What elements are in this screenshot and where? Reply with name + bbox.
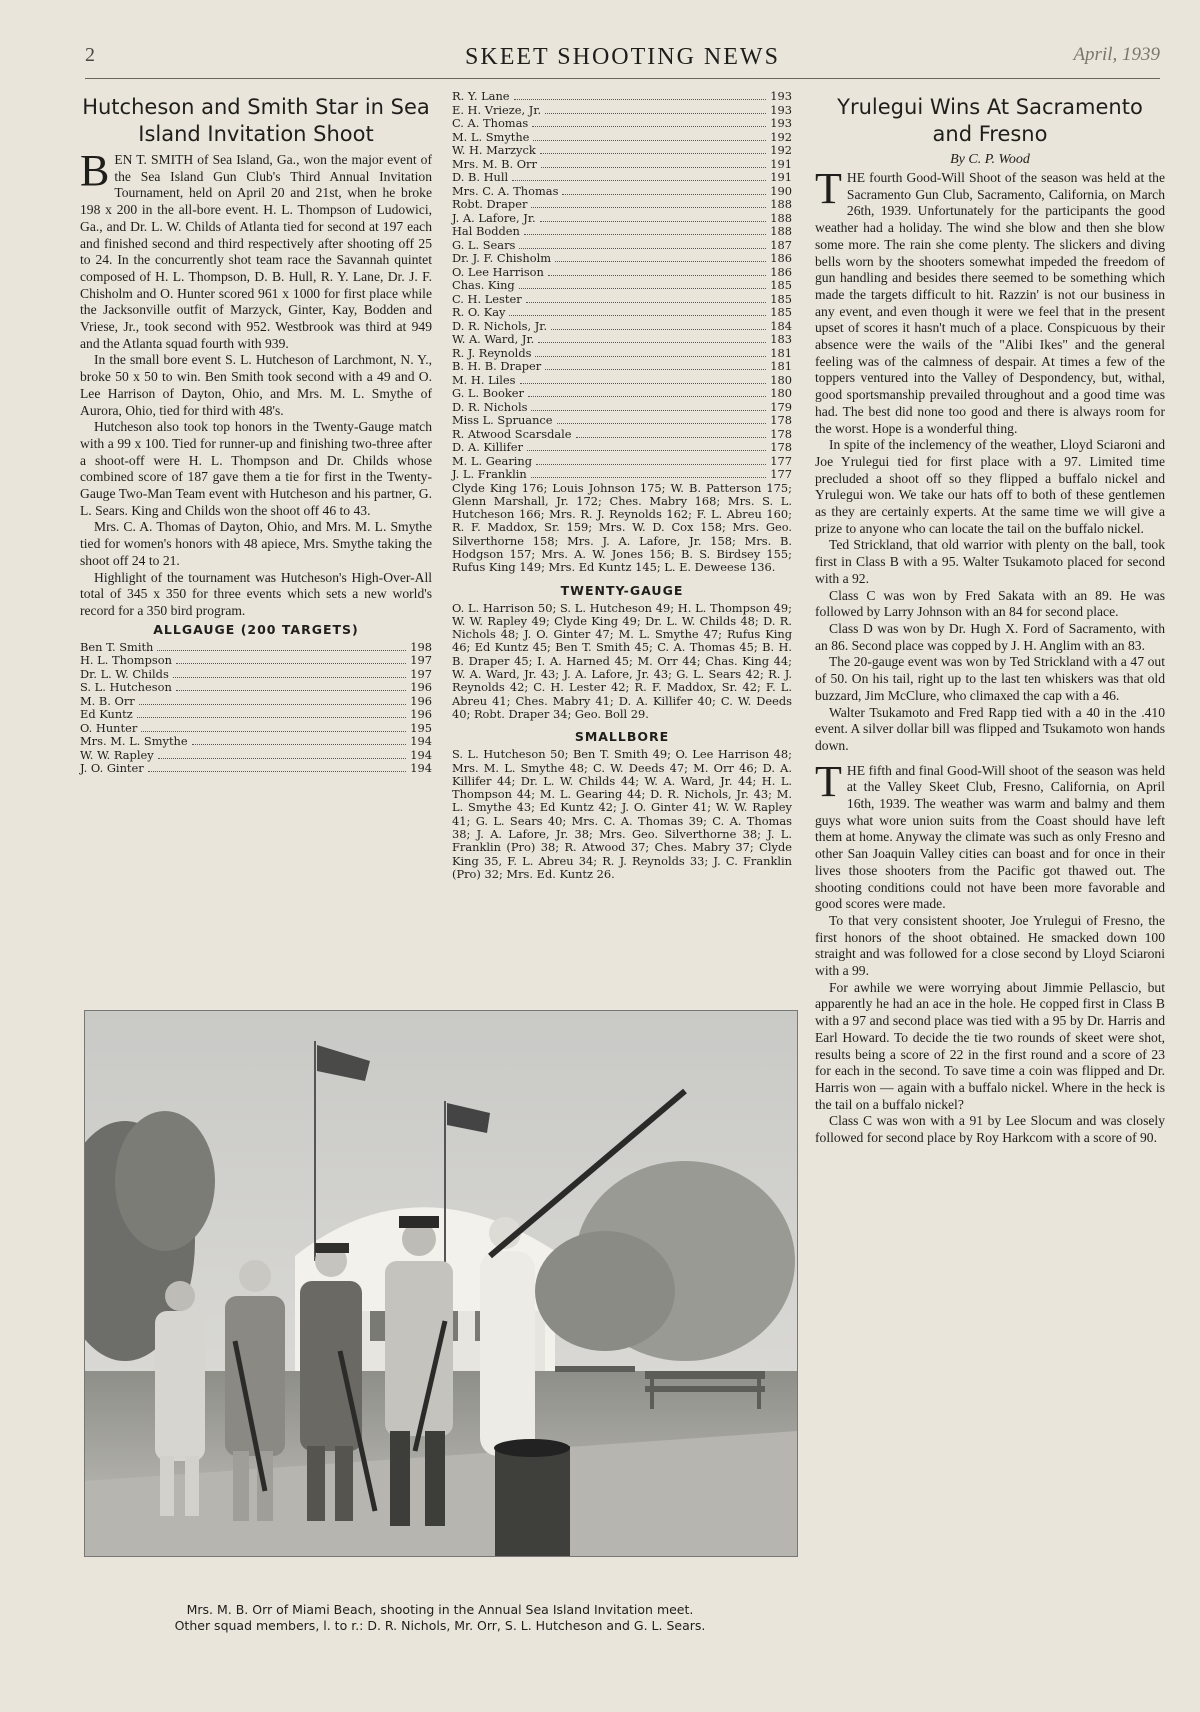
shooter-score: 185 <box>770 305 792 319</box>
leader-dots <box>524 234 766 235</box>
shooter-name: D. A. Killifer <box>452 440 523 454</box>
shooter-score: 188 <box>770 224 792 238</box>
article2-paragraph: The 20-gauge event was won by Ted Strickland with a 47 out of 50. On his tail, right up to the last ten whiskers was that old buzzard, Jim McClure, who climaxed the cap with a 46. <box>815 654 1165 703</box>
shooter-score: 186 <box>770 251 792 265</box>
leader-dots <box>551 329 766 330</box>
shooter-score: 178 <box>770 413 792 427</box>
shooter-name: B. H. B. Draper <box>452 359 542 373</box>
article2-paragraph: In spite of the inclemency of the weather, Lloyd Sciaroni and Joe Yrulegui tied for first place with a 97. Limited time precluded a shoot off so they flipped a buffalo nickel and Yrulegui won. We take our hats off to both of these gentlemen as they are certainly experts. At the same time we will give a prize to anyone who can locate the tail on the buffalo nickel. <box>815 437 1165 536</box>
page-header <box>85 38 1160 78</box>
score-row <box>452 158 792 172</box>
leader-dots <box>555 261 766 262</box>
score-row <box>452 90 792 104</box>
shooter-score: 180 <box>770 386 792 400</box>
score-row <box>452 306 792 320</box>
caption-line: Mrs. M. B. Orr of Miami Beach, shooting in the Annual Sea Island Invitation meet. <box>186 1602 694 1617</box>
leader-dots <box>533 140 766 141</box>
leader-dots <box>535 356 766 357</box>
issue-date: April, 1939 <box>1073 44 1160 65</box>
leader-dots <box>512 180 766 181</box>
score-row <box>80 708 432 722</box>
score-row <box>452 266 792 280</box>
score-row <box>80 722 432 736</box>
dropcap: B <box>80 146 110 195</box>
page-number: 2 <box>85 44 95 66</box>
leader-dots <box>519 248 766 249</box>
shooter-score: 192 <box>770 129 792 144</box>
shooter-name: D. R. Nichols <box>452 399 528 414</box>
allgauge-score-list <box>80 641 432 776</box>
shooter-score: 178 <box>770 426 792 441</box>
shooter-name: Miss L. Spruance <box>452 413 553 427</box>
shooter-name: D. R. Nichols, Jr. <box>452 318 548 333</box>
score-row <box>80 735 432 749</box>
shooter-score: 177 <box>770 453 792 468</box>
shooter-score: 198 <box>410 639 432 654</box>
shooter-name: J. A. Lafore, Jr. <box>452 210 536 225</box>
shooter-name: J. L. Franklin <box>452 467 527 481</box>
shooter-name: W. W. Rapley <box>80 747 154 762</box>
shooter-name: Mrs. M. L. Smythe <box>80 734 188 749</box>
shooter-score: 193 <box>770 102 792 117</box>
allgauge-remaining-scores: Clyde King 176; Louis Johnson 175; W. B. Patterson 175; Glenn Marshall, Jr. 172; Ches. Mabry 168; Mrs. S. L. Hutcheson 166; Mrs. R. J. Reynolds 162; F. L. Abreu 160; R. F. Maddox, Sr. 159; Mrs. W. D. Cox 158; Mrs. Geo. Silverthorne 158; Mrs. J. A. Lafore, Jr. 158; Mrs. B. Hodgson 157; Mrs. A. W. Jones 156; B. S. Birdsey 155; Rufus King 149; Mrs. Ed Kuntz 145; L. E. Deweese 136. <box>452 480 792 575</box>
shooter-name: R. Atwood Scarsdale <box>452 426 572 441</box>
score-row <box>80 762 432 776</box>
score-row <box>80 681 432 695</box>
dropcap: T <box>815 756 842 806</box>
allgauge-heading: ALLGAUGE (200 TARGETS) <box>153 621 359 637</box>
score-row <box>452 347 792 361</box>
shooter-score: 177 <box>770 467 792 481</box>
shooter-name: R. J. Reynolds <box>452 345 532 360</box>
score-row <box>452 333 792 347</box>
score-row <box>452 212 792 226</box>
leader-dots <box>192 744 407 745</box>
article1-paragraph: Mrs. C. A. Thomas of Dayton, Ohio, and Mrs. M. L. Smythe tied for women's honors with 48 apiece, Mrs. Smythe taking the shoot off 24 to 21. <box>80 519 432 568</box>
leader-dots <box>509 315 766 316</box>
score-row <box>452 117 792 131</box>
shooter-name: M. L. Gearing <box>452 453 533 468</box>
shooter-score: 187 <box>770 237 792 252</box>
score-row <box>452 455 792 469</box>
score-row <box>452 185 792 199</box>
shooter-name: M. L. Smythe <box>452 129 530 144</box>
allgauge-score-list-continued <box>452 90 792 482</box>
leader-dots <box>528 396 766 397</box>
article1-paragraph: BEN T. SMITH of Sea Island, Ga., won the major event of the Sea Island Gun Club's Third Annual Invitation Tournament, held on April 20 and 21st, when he broke 198 x 200 in the all-bore event. H. L. Thompson of Ludowici, Ga., and Dr. L. W. Childs of Atlanta tied for second at 197 each and finished second and third respectively after shooting off 25 to 24. In the concurrently shot team race the Savannah quintet composed of H. L. Thompson, D. B. Hull, R. Y. Lane, Dr. J. F. Chisholm and O. Hunter scored 961 x 1000 for first place while the Jacksonville outfit of Marzyck, Ginter, Kay, Bodden and Vriese, Jr., took second with 952. Westbrook was third at 949 and the Atlanta squad fourth with 939. <box>80 146 432 351</box>
score-row <box>452 468 792 482</box>
score-row <box>452 320 792 334</box>
leader-dots <box>531 410 766 411</box>
leader-dots <box>557 423 767 424</box>
shooting-photo <box>84 1010 798 1557</box>
shooter-score: 188 <box>770 197 792 211</box>
shooter-score: 183 <box>770 332 792 346</box>
shooter-score: 185 <box>770 278 792 292</box>
leader-dots <box>157 650 406 651</box>
article2-paragraph: THE fourth Good-Will Shoot of the season was held at the Sacramento Gun Club, Sacramento, California, on March 26th, 1939. Unfortunately for the participants the good weather had a holiday. The wind she blow and then she blow some more. The rain she come plenty. The slickers and diving bells worn by the shooters somewhat impeded the freedom of gun handling and besides there seemed to be something which made the targets difficult to hit. Razzin' is not our business in any event, and even though it were we feel that in the present upset of scores it hasn't much of a place. Conspicuous by their absence were the wails of the "Alibi Ikes" and the general feeling was of the calmness of despair. At times a few of the toppers ventured into the Valley of Despondency, but, withal, good sportsmanship prevailed throughout and a good time was had. The best did none too good and there is always room for the worst. Hope is a wonderful thing. <box>815 164 1165 436</box>
leader-dots <box>538 342 766 343</box>
article1-title: Hutcheson and Smith Star in Sea Island Invitation Shoot <box>82 95 430 146</box>
leader-dots <box>540 221 767 222</box>
header-rule <box>85 78 1160 79</box>
leader-dots <box>540 153 767 154</box>
caption-line: Other squad members, l. to r.: D. R. Nichols, Mr. Orr, S. L. Hutcheson and G. L. Sears. <box>174 1618 706 1633</box>
leader-dots <box>532 126 766 127</box>
shooter-score: 181 <box>770 359 792 373</box>
shooter-score: 194 <box>410 734 432 749</box>
shooter-score: 197 <box>410 653 432 668</box>
score-row <box>452 360 792 374</box>
leader-dots <box>545 369 766 370</box>
leader-dots <box>137 717 407 718</box>
shooter-score: 194 <box>410 747 432 762</box>
score-row <box>452 279 792 293</box>
article2-title: Yrulegui Wins At Sacramento and Fresno <box>837 95 1143 146</box>
article2-paragraph: Class C was won with a 91 by Lee Slocum and was closely followed for second place by Roy Harkcom with a score of 90. <box>815 1113 1165 1146</box>
shooter-name: M. H. Liles <box>452 372 516 387</box>
leader-dots <box>531 477 767 478</box>
leader-dots <box>562 194 766 195</box>
leader-dots <box>176 690 406 691</box>
leader-dots <box>576 437 767 438</box>
shooter-score: 193 <box>770 116 792 130</box>
shooter-name: D. B. Hull <box>452 170 509 184</box>
shooter-name: Ben T. Smith <box>80 639 154 654</box>
shooter-score: 195 <box>410 720 432 735</box>
shooter-score: 197 <box>410 666 432 681</box>
article2-paragraph: To that very consistent shooter, Joe Yrulegui of Fresno, the first honors of the shoot obtained. He smacked down 100 straight and was followed for a close second by Lloyd Sciaroni with a 99. <box>815 912 1165 979</box>
publication-title: SKEET SHOOTING NEWS <box>465 44 780 70</box>
leader-dots <box>141 731 406 732</box>
shooter-score: 194 <box>410 761 432 776</box>
smallbore-scores: S. L. Hutcheson 50; Ben T. Smith 49; O. Lee Harrison 48; Mrs. M. L. Smythe 48; C. W. Deeds 47; M. Orr 46; D. A. Killifer 44; Dr. L. W. Childs 44; W. A. Ward, Jr. 44; H. L. Thompson 44; M. L. Gearing 44; D. R. Nichols, Jr. 43; M. L. Smythe 43; Ed Kuntz 42; J. O. Ginter 41; W. W. Rapley 41; G. L. Sears 40; Mrs. C. A. Thomas 39; C. A. Thomas 38; J. A. Lafore, Jr. 38; Mrs. Geo. Silverthorne 38; J. L. Franklin (Pro) 38; R. Atwood 37; Ches. Mabry 37; Clyde King 35, F. L. Abreu 34; R. J. Reynolds 33; J. C. Franklin (Pro) 32; Mrs. Ed. Kuntz 26. <box>452 747 792 881</box>
score-row <box>80 695 432 709</box>
leader-dots <box>520 383 767 384</box>
shooter-score: 190 <box>770 183 792 198</box>
score-row <box>80 641 432 655</box>
shooter-name: E. H. Vrieze, Jr. <box>452 102 542 117</box>
article2-paragraph: Ted Strickland, that old warrior with plenty on the ball, took first in Class B with a 95. Walter Tsukamoto placed for second with a 92. <box>815 537 1165 586</box>
leader-dots <box>536 464 766 465</box>
article2-paragraph: Class D was won by Dr. Hugh X. Ford of Sacramento, with an 86. Second place was copped by J. H. Anglim with an 83. <box>815 620 1165 653</box>
score-row <box>452 198 792 212</box>
shooter-name: O. Hunter <box>80 720 138 735</box>
column-left <box>80 90 432 776</box>
score-row <box>452 131 792 145</box>
score-row <box>452 104 792 118</box>
shooter-name: W. A. Ward, Jr. <box>452 332 535 346</box>
shooter-name: H. L. Thompson <box>80 653 172 668</box>
shooter-name: O. Lee Harrison <box>452 264 544 279</box>
score-row <box>452 428 792 442</box>
shooter-name: W. H. Marzyck <box>452 143 536 157</box>
leader-dots <box>526 302 767 303</box>
shooter-name: Dr. L. W. Childs <box>80 666 169 681</box>
shooter-name: R. O. Kay <box>452 305 506 319</box>
article2-paragraph: For awhile we were worrying about Jimmie Pellascio, but apparently he had an ace in the hole. He copped first in Class B with a 97 and second place was tied with a 95 by Dr. Harris and Earl Howard. To decide the tie two rounds of skeet were shot, results being a score of 22 in the first round and a score of 23 for each in the second. To save time a coin was flipped and Dr. Harris won — again with a buffalo nickel. Where in the heck is the tail on a buffalo nickel? <box>815 979 1165 1112</box>
shooter-score: 179 <box>770 399 792 414</box>
leader-dots <box>158 758 407 759</box>
shooter-score: 186 <box>770 264 792 279</box>
leader-dots <box>173 677 406 678</box>
score-row <box>452 171 792 185</box>
score-row <box>452 401 792 415</box>
score-row <box>452 225 792 239</box>
article2-paragraph: Class C was won by Fred Sakata with an 89. He was followed by Larry Johnson with an 84 for second place. <box>815 587 1165 620</box>
shooter-name: Hal Bodden <box>452 224 520 238</box>
leader-dots <box>176 663 406 664</box>
leader-dots <box>514 99 767 100</box>
score-row <box>80 749 432 763</box>
leader-dots <box>541 167 766 168</box>
shooter-score: 191 <box>770 156 792 171</box>
leader-dots <box>519 288 767 289</box>
score-row <box>80 654 432 668</box>
shooter-score: 180 <box>770 372 792 387</box>
article2-paragraph: THE fifth and final Good-Will shoot of the season was held at the Valley Skeet Club, Fresno, California, on April 16th, 1939. The weather was warm and balmy and them guys what wore union suits from the Coast should have left them at home. Anyway the climate was such as only Fresno and other San Joaquin Valley cities can boast and for once in their lives those shooters from the Pacific got thawed out. The shooting conditions could not have been more favorable and good scores were made. <box>815 756 1165 912</box>
score-row <box>80 668 432 682</box>
leader-dots <box>548 275 766 276</box>
article1-paragraph: In the small bore event S. L. Hutcheson of Larchmont, N. Y., broke 50 x 50 to win. Ben Smith took second with a 49 and O. Lee Harrison of Dayton, Ohio, and Mrs. M. L. Smythe of Aurora, Ohio, tied for third with 48's. <box>80 352 432 418</box>
shooter-name: C. A. Thomas <box>452 116 529 130</box>
shooter-score: 193 <box>770 89 792 103</box>
shooter-score: 184 <box>770 318 792 333</box>
article2-byline: By C. P. Wood <box>950 152 1030 167</box>
shooter-name: G. L. Booker <box>452 386 524 400</box>
article1-paragraph: Highlight of the tournament was Hutcheson's High-Over-All total of 345 x 350 for three events which sets a new world's record for a 350 bird program. <box>80 569 432 618</box>
leader-dots <box>139 704 407 705</box>
score-row <box>452 374 792 388</box>
shooter-score: 181 <box>770 345 792 360</box>
article2-paragraph: Walter Tsukamoto and Fred Rapp tied with a 40 in the .410 event. A silver dollar bill was flipped and Tsukamoto won hands down. <box>815 704 1165 753</box>
twenty-gauge-heading: TWENTY-GAUGE <box>560 582 684 598</box>
article1-paragraph: Hutcheson also took top honors in the Twenty-Gauge match with a 99 x 100. Tied for runner-up and finishing two-three after a shoot-off were H. L. Thompson and Dr. Childs whose combined score of 187 gave them a tie for first in the Twenty-Gauge Two-Man Team event with Hutcheson and his partner, G. L. Sears. King and Childs won the shoot off 46 to 43. <box>80 419 432 518</box>
shooter-name: Robt. Draper <box>452 197 528 211</box>
column-middle <box>452 90 792 881</box>
shooter-score: 185 <box>770 291 792 306</box>
smallbore-heading: SMALLBORE <box>574 729 670 745</box>
column-right <box>815 90 1165 1147</box>
shooter-score: 191 <box>770 170 792 184</box>
shooter-score: 196 <box>410 680 432 695</box>
twenty-gauge-scores: O. L. Harrison 50; S. L. Hutcheson 49; H. L. Thompson 49; W. W. Rapley 49; Clyde King 49; Dr. L. W. Childs 48; D. R. Nichols 48; J. O. Ginter 47; M. L. Smythe 47; Rufus King 46; Ed Kuntz 45; Ben T. Smith 45; C. A. Thomas 45; B. H. B. Draper 45; I. A. Harned 45; M. Orr 44; Chas. King 44; W. A. Ward, Jr. 43; J. A. Lafore, Jr. 43; G. L. Sears 42; R. J. Reynolds 42; C. H. Lester 42; R. F. Maddox, Sr. 42; F. L. Abreu 41; Ches. Mabry 41; D. A. Killifer 40; C. W. Deeds 40; Robt. Draper 34; Geo. Boll 29. <box>452 600 792 721</box>
shooter-score: 188 <box>770 210 792 225</box>
leader-dots <box>531 207 766 208</box>
score-row <box>452 144 792 158</box>
score-row <box>452 239 792 253</box>
shooter-score: 178 <box>770 440 792 454</box>
shooter-score: 192 <box>770 143 792 157</box>
shooter-name: C. H. Lester <box>452 291 522 306</box>
leader-dots <box>527 450 766 451</box>
score-row <box>452 293 792 307</box>
score-row <box>452 441 792 455</box>
dropcap: T <box>815 164 842 213</box>
photo-caption <box>84 1602 796 1634</box>
leader-dots <box>545 113 766 114</box>
shooter-score: 196 <box>410 693 432 708</box>
shooter-name: Chas. King <box>452 278 515 292</box>
leader-dots <box>148 771 407 772</box>
shooter-name: J. O. Ginter <box>80 761 144 776</box>
score-row <box>452 414 792 428</box>
shooter-name: M. B. Orr <box>80 693 135 708</box>
shooter-name: Mrs. C. A. Thomas <box>452 183 559 198</box>
shooter-name: Mrs. M. B. Orr <box>452 156 537 171</box>
score-row <box>452 387 792 401</box>
shooter-score: 196 <box>410 707 432 722</box>
score-row <box>452 252 792 266</box>
shooter-name: G. L. Sears <box>452 237 516 252</box>
shooter-name: Dr. J. F. Chisholm <box>452 251 552 265</box>
shooter-name: R. Y. Lane <box>452 89 510 103</box>
shooter-name: Ed Kuntz <box>80 707 133 722</box>
shooter-name: S. L. Hutcheson <box>80 680 172 695</box>
